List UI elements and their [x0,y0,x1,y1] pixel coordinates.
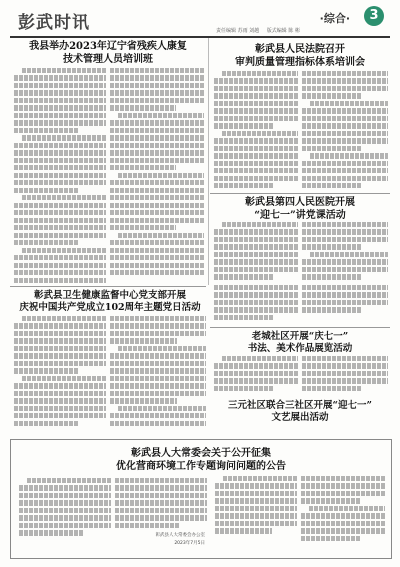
article-body [215,446,297,552]
title-line: 书法、美术作品展览活动 [247,342,353,354]
section-label: ·综合· [319,12,350,25]
divider [10,286,206,287]
title-line: 审判质量管理指标体系培训会 [235,56,365,68]
article-body [110,68,204,283]
article-body [214,222,298,284]
title-line: 文艺展出活动 [271,411,329,423]
title-line: 彰武县人民法院召开 [255,44,345,55]
newspaper-logo: 彭武时讯 [18,13,90,33]
article-body [110,316,206,434]
masthead [10,8,390,38]
article-title [212,197,388,222]
layout-credit: 版式编辑 陈 彬 [266,28,300,34]
page-number-badge: 3 [364,6,384,26]
title-line: “迎七一”讲党课活动 [254,209,346,221]
article-title [12,290,208,314]
notice-date: 2023年7月5日 [174,540,205,546]
column-divider [208,38,209,285]
article-title [212,400,388,424]
title-line: 彰武县卫生健康监督中心党支部开展 [33,290,186,301]
article-body [302,222,388,284]
title-line: 庆祝中国共产党成立102周年主题党日活动 [19,301,201,313]
title-line: 老城社区开展“庆七一” [251,331,349,342]
title-line: 彰武县第四人民医院开展 [245,197,355,208]
article-title [212,44,388,69]
article-title [212,331,388,355]
title-line: 三元社区联合三社区开展“迎七一” [228,400,372,411]
article-body [214,71,298,191]
divider [210,327,390,328]
title-line: 我县举办2023年辽宁省残疾人康复 [29,41,187,52]
title-line: 技术管理人员培训班 [63,53,153,65]
article-body [214,356,298,396]
article-body [14,68,106,283]
notice-signature [127,532,205,547]
editor-credit: 责任编辑 苏雨 刘越 [216,28,260,34]
notice-issuer: 彰武县人大常委会办公室 [155,533,205,538]
article-body [301,446,385,552]
divider [210,193,390,194]
article-body [214,285,298,325]
article-body [14,316,106,434]
notice-box [10,439,392,559]
article-title [12,41,204,66]
editor-line [216,27,306,34]
notice-body [19,478,111,550]
article-body [302,356,388,396]
title-line: 优化营商环境工作专题询问问题的公告 [116,460,286,472]
article-body [302,71,388,191]
title-line: 彰武县人大常委会关于公开征集 [131,448,271,459]
article-body [302,285,388,325]
